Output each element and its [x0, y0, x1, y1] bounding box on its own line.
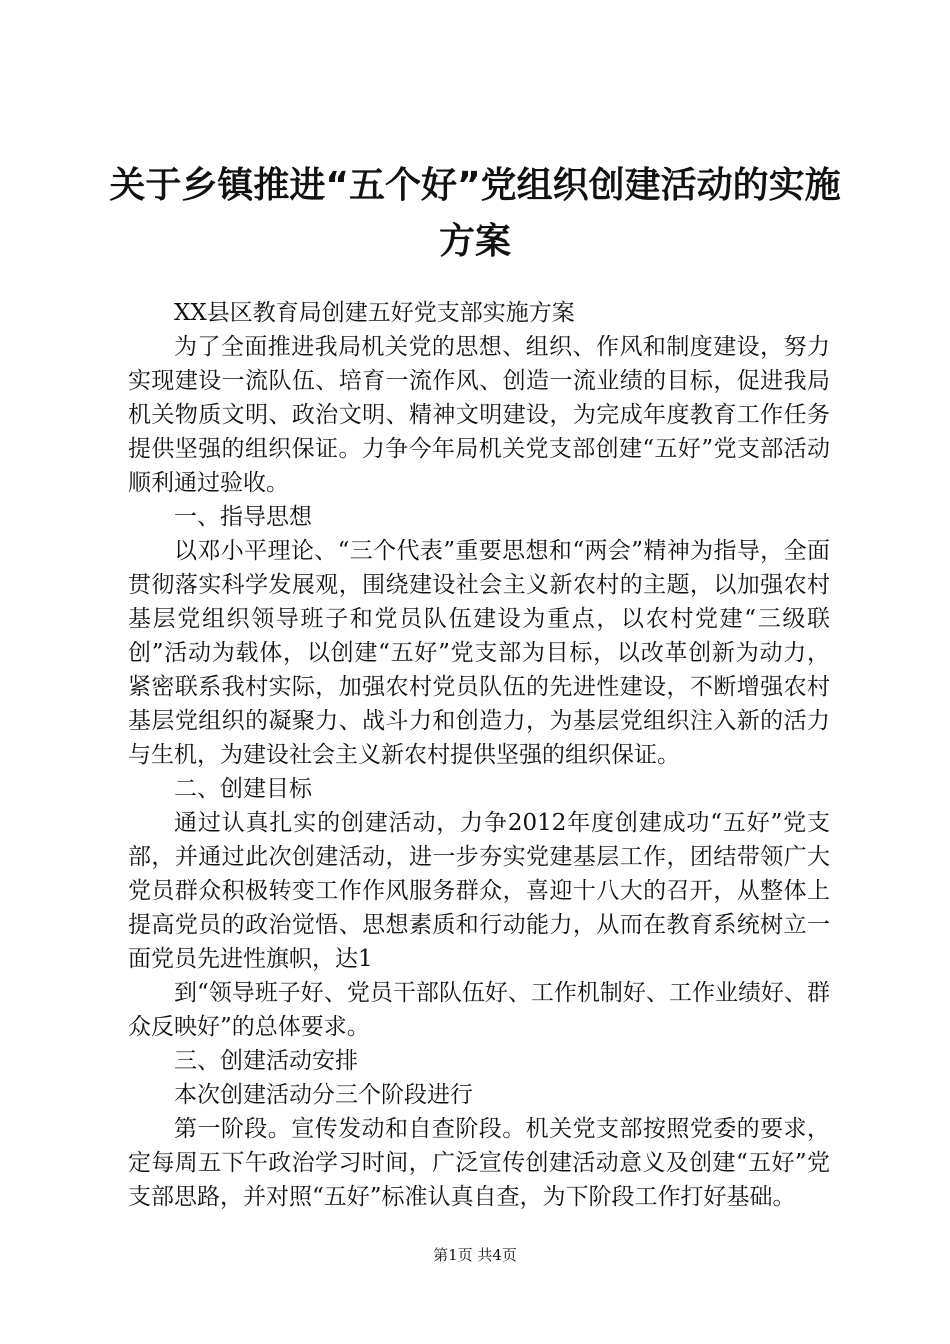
paragraph-stages: 本次创建活动分三个阶段进行	[174, 1082, 473, 1108]
paragraph-guiding-thought: 以邓小平理论、“三个代表”重要思想和“两会”精神为指导，全面贯彻落实科学发展观，围绕建设社会主义新农村的主题，以加强农村基层党组织领导班子和党员队伍建设为重点，以农村党建“三级联创”活动为载体，以创建“五好”党支部为目标，以改革创新为动力，紧密联系我村实际，加强农村党员队伍的先进性建设，不断增强农村基层党组织的凝聚力、战斗力和创造力，为基层党组织注入新的活力与生机，为建设社会主义新农村提供坚强的组织保证。	[128, 538, 830, 768]
paragraph-goals: 通过认真扎实的创建活动，力争2012年度创建成功“五好”党支部，并通过此次创建活动，进一步夯实党建基层工作，团结带领广大党员群众积极转变工作作风服务群众，喜迎十八大的召开，从整体上提高党员的政治觉悟、思想素质和行动能力，从而在教育系统树立一面党员先进性旗帜，达1	[128, 810, 830, 972]
paragraph-stage-one: 第一阶段。宣传发动和自查阶段。机关党支部按照党委的要求，定每周五下午政治学习时间，广泛宣传创建活动意义及创建“五好”党支部思路，并对照“五好”标准认真自查，为下阶段工作打好基础。	[128, 1116, 830, 1210]
section-heading-guiding-thought: 一、指导思想	[174, 504, 312, 530]
document-body	[128, 296, 830, 1214]
section-heading-arrangement: 三、创建活动安排	[174, 1048, 358, 1074]
paragraph-intro: 为了全面推进我局机关党的思想、组织、作风和制度建设，努力实现建设一流队伍、培育一流作风、创造一流业绩的目标，促进我局机关物质文明、政治文明、精神文明建设，为完成年度教育工作任务提供坚强的组织保证。力争今年局机关党支部创建“五好”党支部活动顺利通过验收。	[128, 334, 830, 496]
paragraph-subtitle: XX县区教育局创建五好党支部实施方案	[174, 300, 575, 326]
page-footer: 第1页 共4页	[433, 1246, 517, 1264]
document-title: 关于乡镇推进“五个好”党组织创建活动的实施方案	[109, 165, 841, 262]
section-heading-goals: 二、创建目标	[174, 776, 312, 802]
paragraph-requirements: 到“领导班子好、党员干部队伍好、工作机制好、工作业绩好、群众反映好”的总体要求。	[128, 980, 830, 1040]
